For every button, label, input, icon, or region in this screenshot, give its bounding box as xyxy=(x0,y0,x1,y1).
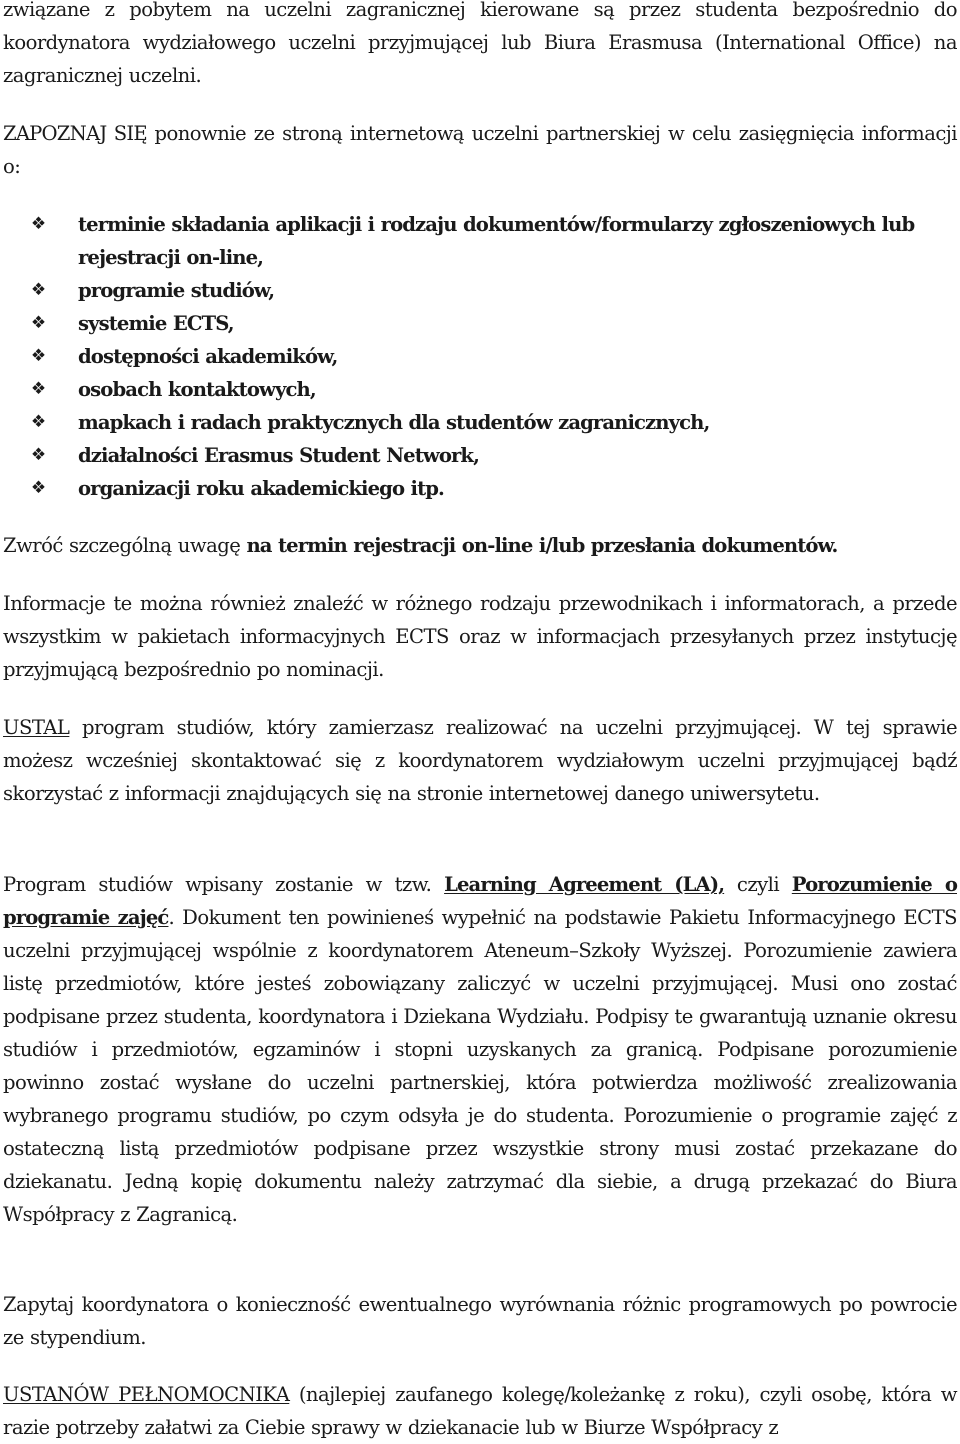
diamond-bullet-icon: ❖ xyxy=(30,478,46,498)
zapoznaj-lead: ZAPOZNAJ SIĘ xyxy=(3,122,147,145)
paragraph-ustal: USTAL program studiów, który zamierzasz realizować na uczelni przyjmującej. W tej sprawie możesz wcześniej skontaktować się z koordynatorem wydziałowym uczelni przyjmującej bądź skorzystać z informacji znajdujących się na stronie internetowej danego uniwersytetu. xyxy=(3,716,957,805)
paragraph-program-studiow: Program studiów wpisany zostanie w tzw. Learning Agreement (LA), czyli Porozumienie o programie zajęć. Dokument ten powinieneś wypełnić na podstawie Pakietu Informacyjnego ECTS uczelni przyjmującej wspólnie z koordynatorem Ateneum–Szkoły Wyższej. Porozumienie zawiera listę przedmiotów, które jesteś zobowiązany zaliczyć w uczelni przyjmującej. Musi ono zostać podpisane przez studenta, koordynatora i Dziekana Wydziału. Podpisy te gwarantują uznanie okresu studiów i przedmiotów, egzaminów i stopni uzyskanych za granicą. Podpisane porozumienie powinno zostać wysłane do uczelni partnerskiej, która potwierdza możliwość zrealizowania wybranego programu studiów, po czym odsyła je do studenta. Porozumienie o programie zajęć z ostateczną listą przedmiotów podpisane przez wszystkie strony musi zostać przekazane do dziekanatu. Jedną kopię dokumentu należy zatrzymać dla siebie, a drugą przekazać do Biura Współpracy z Zagranicą. xyxy=(3,873,957,1226)
list-item: ❖ dostępności akademików, xyxy=(3,340,957,373)
list-item: ❖ programie studiów, xyxy=(3,274,957,307)
ustal-lead: USTAL xyxy=(3,716,70,739)
zapoznaj-rest: ponownie ze stroną internetową uczelni partnerskiej w celu zasięgnięcia informacji o: xyxy=(3,122,958,178)
porozumienie-term: Porozumienie o programie zajęć xyxy=(3,873,957,929)
learning-agreement-term: Learning Agreement (LA), xyxy=(444,873,725,896)
paragraph-informacje: Informacje te można również znaleźć w różnego rodzaju przewodnikach i informatorach, a przede wszystkim w pakietach informacyjnych ECTS oraz w informacjach przesyłanych przez instytucję przyjmującą bezpośrednio po nominacji. xyxy=(3,592,957,681)
paragraph-intro-continuation: związane z pobytem na uczelni zagranicznej kierowane są przez studenta bezpośrednio do koordynatora wydziałowego uczelni przyjmującej lub Biura Erasmusa (International Office) na zagranicznej uczelni. xyxy=(3,0,957,87)
list-item: ❖ mapkach i radach praktycznych dla studentów zagranicznych, xyxy=(3,406,957,439)
diamond-bullet-icon: ❖ xyxy=(30,313,46,333)
diamond-bullet-icon: ❖ xyxy=(30,280,46,300)
list-item: ❖ systemie ECTS, xyxy=(3,307,957,340)
diamond-bullet-icon: ❖ xyxy=(30,379,46,399)
diamond-bullet-icon: ❖ xyxy=(30,214,46,234)
list-item: ❖ osobach kontaktowych, xyxy=(3,373,957,406)
ustanow-lead: USTANÓW PEŁNOMOCNIKA xyxy=(3,1383,290,1406)
list-item: ❖ organizacji roku akademickiego itp. xyxy=(3,472,957,505)
paragraph-ustanow: USTANÓW PEŁNOMOCNIKA (najlepiej zaufanego kolegę/koleżankę z roku), czyli osobę, która w razie potrzeby załatwi za Ciebie sprawy w dziekanacie lub w Biurze Współpracy z xyxy=(3,1383,957,1439)
zwroc-emphasis: na termin rejestracji on-line i/lub przesłania dokumentów. xyxy=(246,534,838,557)
info-list xyxy=(3,208,957,505)
diamond-bullet-icon: ❖ xyxy=(30,346,46,366)
diamond-bullet-icon: ❖ xyxy=(30,445,46,465)
paragraph-zapytaj: Zapytaj koordynatora o konieczność ewentualnego wyrównania różnic programowych po powrocie ze stypendium. xyxy=(3,1293,957,1349)
list-item: ❖ działalności Erasmus Student Network, xyxy=(3,439,957,472)
list-item: ❖ terminie składania aplikacji i rodzaju dokumentów/formularzy zgłoszeniowych lub rejestracji on-line, xyxy=(3,208,957,274)
paragraph-zapoznaj xyxy=(3,117,957,183)
paragraph-zwroc-uwage: Zwróć szczególną uwagę na termin rejestracji on-line i/lub przesłania dokumentów. xyxy=(3,534,838,557)
diamond-bullet-icon: ❖ xyxy=(30,412,46,432)
